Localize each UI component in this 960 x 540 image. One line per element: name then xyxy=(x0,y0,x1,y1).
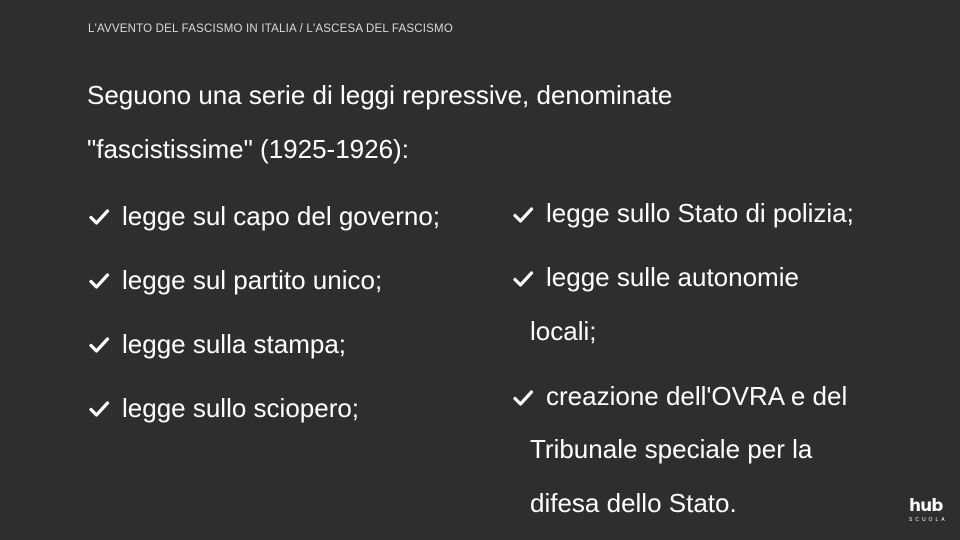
check-icon xyxy=(88,398,110,420)
bullet-item xyxy=(512,381,847,412)
bullet-item xyxy=(512,262,799,293)
logo-subtitle: SCUOLA xyxy=(909,517,948,523)
bullet-item xyxy=(88,393,359,424)
intro-text xyxy=(87,68,847,176)
bullet-text: legge sulla stampa; xyxy=(122,329,347,359)
bullet-text: legge sullo Stato di polizia; xyxy=(546,198,854,228)
bullet-continuation xyxy=(530,316,596,347)
bullet-item xyxy=(88,329,346,360)
bullet-continuation xyxy=(530,488,737,519)
logo-wordmark: hub xyxy=(909,496,943,516)
hub-scuola-logo xyxy=(909,496,948,528)
bullet-text: legge sullo sciopero; xyxy=(122,393,360,423)
intro-line-1: Seguono una serie di leggi repressive, denominate xyxy=(87,80,673,110)
intro-quoted-term: "fascistissime" xyxy=(87,134,253,164)
bullet-item xyxy=(512,198,854,229)
bullet-item xyxy=(88,201,440,232)
check-icon xyxy=(88,206,110,228)
bullet-text: legge sul partito unico; xyxy=(122,265,383,295)
bullet-text: legge sulle autonomie xyxy=(546,262,799,292)
bullet-text: legge sul capo del governo; xyxy=(122,201,441,231)
bullet-text: creazione dell'OVRA e del xyxy=(546,381,848,411)
bullet-continuation xyxy=(530,434,812,465)
breadcrumb: L'AVVENTO DEL FASCISMO IN ITALIA / L'ASCESA DEL FASCISMO xyxy=(88,23,453,35)
intro-line-2 xyxy=(87,122,847,176)
check-icon xyxy=(88,270,110,292)
bullet-text: Tribunale speciale per la xyxy=(530,434,813,464)
intro-date-range: (1925-1926): xyxy=(252,134,409,164)
bullet-item xyxy=(88,265,382,296)
check-icon xyxy=(512,268,534,290)
bullet-text: locali; xyxy=(530,316,597,346)
bullet-text: difesa dello Stato. xyxy=(530,488,737,518)
check-icon xyxy=(88,334,110,356)
check-icon xyxy=(512,204,534,226)
check-icon xyxy=(512,387,534,409)
